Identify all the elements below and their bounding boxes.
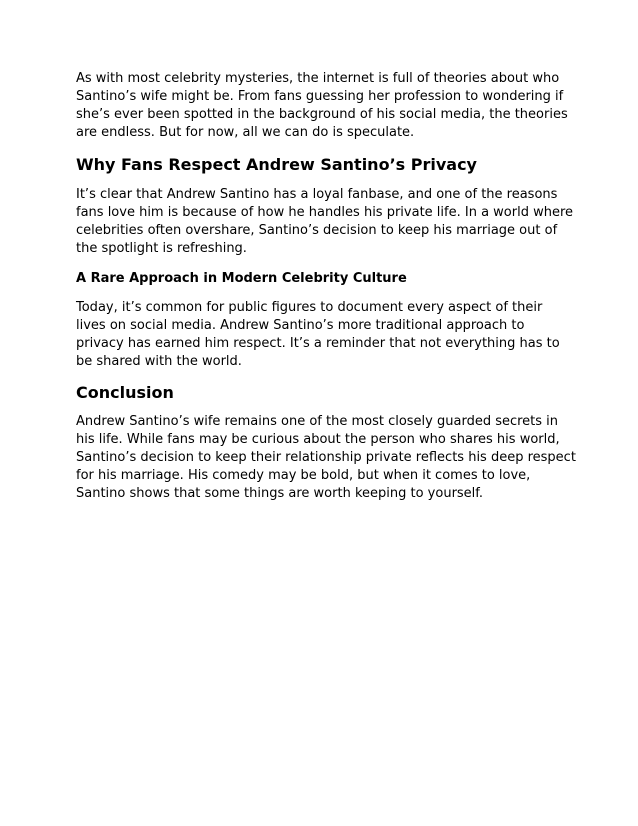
subheading-rare-approach: A Rare Approach in Modern Celebrity Culture [76,271,407,286]
section-paragraph-rare-approach: Today, it’s common for public figures to document every aspect of their lives on social media. Andrew Santino’s more traditional approach to privacy has earned him respect. It’s a reminder that not everything has to be shared with the world. [76,300,560,369]
section-paragraph-privacy: It’s clear that Andrew Santino has a loyal fanbase, and one of the reasons fans love him is because of how he handles his private life. In a world where celebrities often overshare, Santino’s decision to keep his marriage out of the spotlight is refreshing. [76,187,574,256]
document-page [76,70,576,503]
intro-paragraph: As with most celebrity mysteries, the internet is full of theories about who Santino’s wife might be. From fans guessing her profession to wondering if she’s ever been spotted in the background of his social media, the theories are endless. But for now, all we can do is speculate. [76,71,568,140]
section-heading-privacy: Why Fans Respect Andrew Santino’s Privacy [76,155,477,174]
section-paragraph-conclusion: Andrew Santino’s wife remains one of the most closely guarded secrets in his life. While fans may be curious about the person who shares his world, Santino’s decision to keep their relationship private reflects his deep respect for his marriage. His comedy may be bold, but when it comes to love, Santino shows that some things are worth keeping to yourself. [76,414,576,501]
section-heading-conclusion: Conclusion [76,383,174,402]
